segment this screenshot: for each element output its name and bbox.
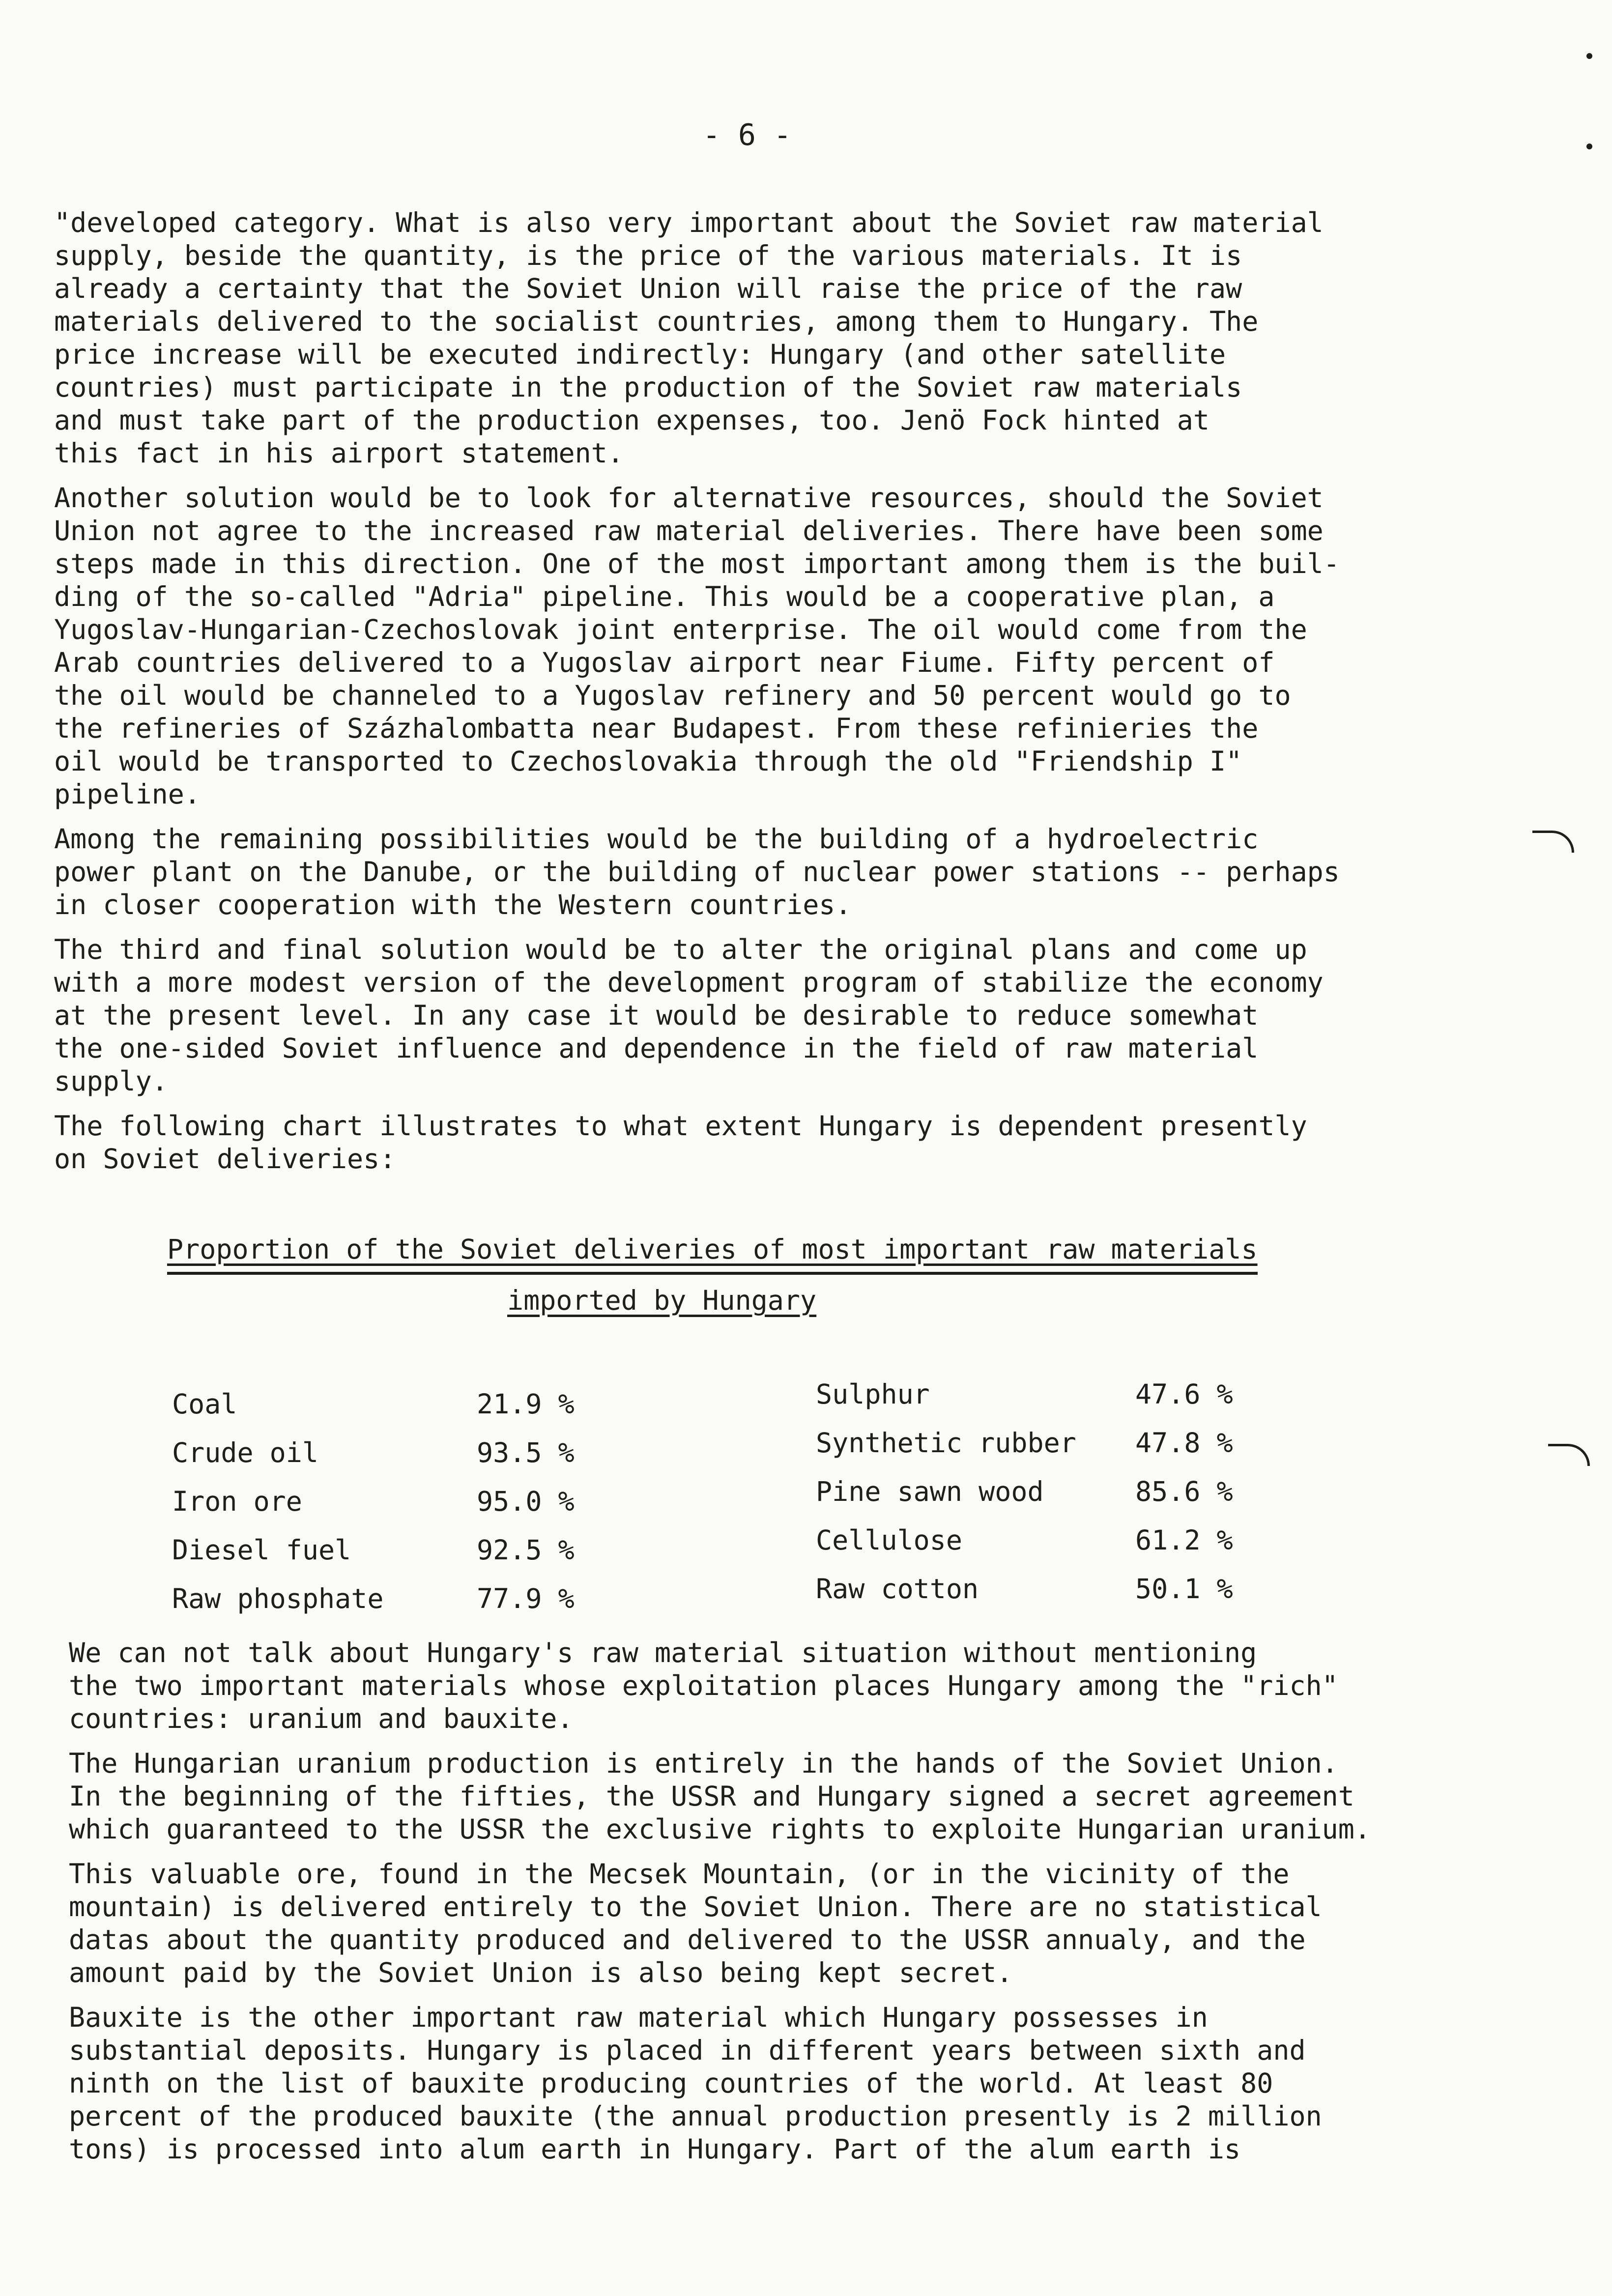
margin-bracket-mark bbox=[1548, 1444, 1590, 1466]
table-row bbox=[172, 1429, 575, 1477]
paragraph: The third and final solution would be to alter the original plans and come up with a more modest version of the development program of stabilize the economy at the present level. In any case it would be desirable to reduce somewhat the one-sided Soviet influence and dependence in the field of raw material supply. bbox=[54, 934, 1324, 1097]
table-row bbox=[816, 1516, 1233, 1565]
table-row bbox=[172, 1575, 575, 1623]
material-value: 47.6 % bbox=[1135, 1378, 1233, 1410]
material-label: Sulphur bbox=[816, 1378, 930, 1410]
material-label: Pine sawn wood bbox=[816, 1476, 1044, 1507]
table-body bbox=[167, 1380, 1371, 1636]
material-value: 95.0 % bbox=[477, 1486, 575, 1517]
material-label: Raw cotton bbox=[816, 1573, 979, 1605]
table-row bbox=[172, 1380, 575, 1429]
margin-dot-top bbox=[1586, 53, 1592, 59]
material-label: Iron ore bbox=[172, 1486, 302, 1517]
material-value: 61.2 % bbox=[1135, 1524, 1233, 1556]
table-row bbox=[172, 1477, 575, 1526]
material-label: Cellulose bbox=[816, 1524, 963, 1556]
lower-body-text bbox=[69, 1636, 1524, 2178]
table-row bbox=[172, 1526, 575, 1575]
paragraph: Another solution would be to look for alternative resources, should the Soviet Union not agree to the increased raw material deliveries. There have been some steps made in this direction. One of the most important among them is the buil- ding of the so-called "Adria" pipeline. This would be a cooperative plan, a Yugoslav-Hungarian-Czechoslovak joint enterprise. The oil would come from the Arab countries delivered to a Yugoslav airport near Fiume. Fifty percent of the oil would be channeled to a Yugoslav refinery and 50 percent would go to the refineries of Százhalombatta near Budapest. From these refinieries the oil would be transported to Czechoslovakia through the old "Friendship I" pipeline. bbox=[54, 482, 1340, 810]
margin-bracket-mark bbox=[1532, 831, 1574, 853]
table-right-column bbox=[816, 1370, 1233, 1613]
table-title-line1: Proportion of the Soviet deliveries of most important raw materials bbox=[167, 1229, 1258, 1275]
table-row bbox=[816, 1419, 1233, 1467]
material-label: Crude oil bbox=[172, 1437, 319, 1468]
paragraph: This valuable ore, found in the Mecsek Mountain, (or in the vicinity of the mountain) is delivered entirely to the Soviet Union. There are no statistical datas about the quantity produced and delivered to the USSR annualy, and the amount paid by the Soviet Union is also being kept secret. bbox=[69, 1858, 1322, 1988]
material-label: Diesel fuel bbox=[172, 1534, 351, 1566]
paragraph: Among the remaining possibilities would be the building of a hydroelectric power plant on the Danube, or the building of nuclear power stations -- perhaps in closer cooperation with the Western countries. bbox=[54, 823, 1340, 920]
table-row bbox=[816, 1370, 1233, 1419]
table-left-column bbox=[172, 1380, 575, 1623]
material-value: 77.9 % bbox=[477, 1583, 575, 1614]
delivery-proportion-table bbox=[167, 1229, 1371, 1636]
material-label: Coal bbox=[172, 1388, 237, 1420]
material-value: 85.6 % bbox=[1135, 1476, 1233, 1507]
table-title-line2: imported by Hungary bbox=[507, 1285, 817, 1316]
table-title bbox=[167, 1229, 1371, 1321]
material-label: Synthetic rubber bbox=[816, 1427, 1076, 1459]
table-row bbox=[816, 1565, 1233, 1613]
paragraph: We can not talk about Hungary's raw material situation without mentioning the two important materials whose exploitation places Hungary among the "rich" countries: uranium and bauxite. bbox=[69, 1637, 1338, 1734]
page-number: - 6 - bbox=[702, 118, 792, 152]
material-value: 93.5 % bbox=[477, 1437, 575, 1468]
margin-dot-second bbox=[1586, 144, 1592, 149]
material-value: 21.9 % bbox=[477, 1388, 575, 1420]
paragraph: The Hungarian uranium production is entirely in the hands of the Soviet Union. In the beginning of the fifties, the USSR and Hungary signed a secret agreement which guaranteed to the USSR the exclusive rights to exploite Hungarian uranium. bbox=[69, 1748, 1371, 1845]
material-value: 50.1 % bbox=[1135, 1573, 1233, 1605]
material-value: 47.8 % bbox=[1135, 1427, 1233, 1459]
paragraph: Bauxite is the other important raw material which Hungary possesses in substantial deposits. Hungary is placed in different years between sixth and ninth on the list of bauxite producing countries of the world. At least 80 percent of the produced bauxite (the annual production presently is 2 million tons) is processed into alum earth in Hungary. Part of the alum earth is bbox=[69, 2002, 1322, 2165]
paragraph: The following chart illustrates to what extent Hungary is dependent presently on Soviet deliveries: bbox=[54, 1110, 1307, 1175]
paragraph: "developed category. What is also very important about the Soviet raw material supply, beside the quantity, is the price of the various materials. It is already a certainty that the Soviet Union will raise the price of the raw materials delivered to the socialist countries, among them to Hungary. The price increase will be executed indirectly: Hungary (and other satellite countries) must participate in the production of the Soviet raw materials and must take part of the production expenses, too. Jenö Fock hinted at this fact in his airport statement. bbox=[54, 207, 1324, 469]
table-row bbox=[816, 1467, 1233, 1516]
material-value: 92.5 % bbox=[477, 1534, 575, 1566]
body-text bbox=[54, 206, 1509, 1187]
material-label: Raw phosphate bbox=[172, 1583, 384, 1614]
